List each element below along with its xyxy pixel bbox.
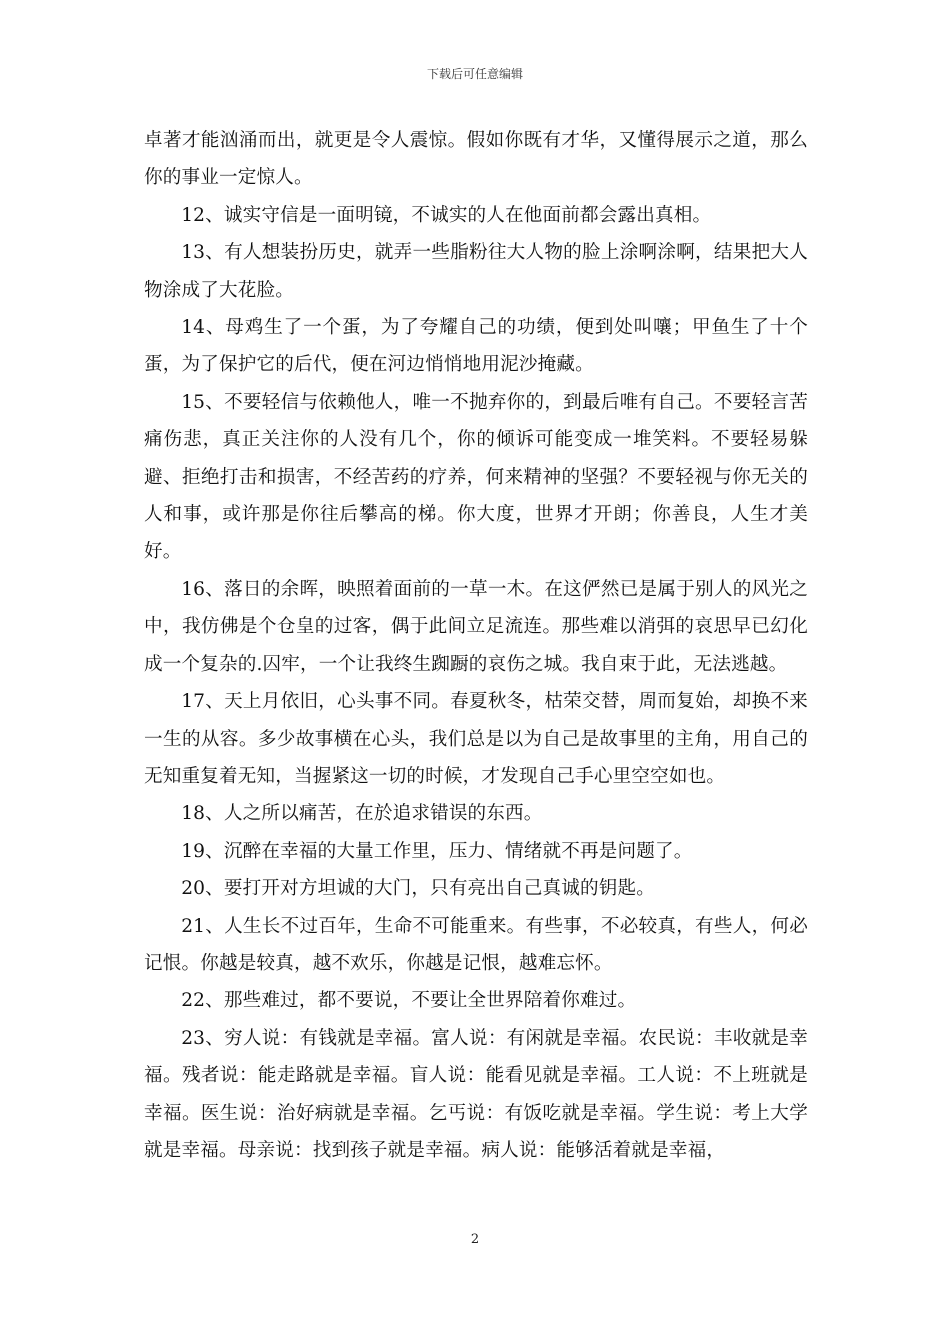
paragraph-item-23: 23、穷人说：有钱就是幸福。富人说：有闲就是幸福。农民说：丰收就是幸福。残者说：能走路就是幸福。盲人说：能看见就是幸福。工人说：不上班就是幸福。医生说：治好病就是幸福。乞丐说：有饭吃就是幸福。学生说：考上大学就是幸福。母亲说：找到孩子就是幸福。病人说：能够活着就是幸福， [144, 1027, 808, 1161]
paragraph-item-12: 12、诚实守信是一面明镜，不诚实的人在他面前都会露出真相。 [181, 204, 712, 226]
paragraph-item-13: 13、有人想装扮历史，就弄一些脂粉往大人物的脸上涂啊涂啊，结果把大人物涂成了大花脸。 [144, 242, 808, 301]
paragraph-item-14: 14、母鸡生了一个蛋，为了夸耀自己的功绩，便到处叫嚷；甲鱼生了十个蛋，为了保护它的后代，便在河边悄悄地用泥沙掩藏。 [144, 317, 808, 376]
paragraph-item-16: 16、落日的余晖，映照着面前的一草一木。在这俨然已是属于别人的风光之中，我仿佛是个仓皇的过客，偶于此间立足流连。那些难以消弭的哀思早已幻化成一个复杂的.囚牢，一个让我终生踟蹰的哀伤之城。我自束于此，无法逃越。 [144, 578, 808, 675]
paragraph-continuation: 卓著才能汹涌而出，就更是令人震惊。假如你既有才华，又懂得展示之道，那么你的事业一定惊人。 [144, 130, 808, 189]
document-body [144, 122, 808, 1169]
paragraph-item-18: 18、人之所以痛苦，在於追求错误的东西。 [181, 803, 543, 825]
paragraph-item-19: 19、沉醉在幸福的大量工作里，压力、情绪就不再是问题了。 [181, 840, 693, 862]
paragraph-item-15: 15、不要轻信与依赖他人，唯一不抛弃你的，到最后唯有自己。不要轻言苦痛伤悲，真正关注你的人没有几个，你的倾诉可能变成一堆笑料。不要轻易躲避、拒绝打击和损害，不经苦药的疗养，何来精神的坚强？不要轻视与你无关的人和事，或许那是你往后攀高的梯。你大度，世界才开朗；你善良，人生才美好。 [144, 391, 808, 563]
paragraph-item-20: 20、要打开对方坦诚的大门，只有亮出自己真诚的钥匙。 [181, 878, 655, 900]
paragraph-item-17: 17、天上月依旧，心头事不同。春夏秋冬，枯荣交替，周而复始，却换不来一生的从容。多少故事横在心头，我们总是以为自己是故事里的主角，用自己的无知重复着无知，当握紧这一切的时候，才发现自己手心里空空如也。 [144, 691, 808, 787]
paragraph-item-21: 21、人生长不过百年，生命不可能重来。有些事，不必较真，有些人，何必记恨。你越是较真，越不欢乐，你越是记恨，越难忘怀。 [144, 915, 808, 974]
page-header: 下载后可任意编辑 [426, 67, 523, 81]
paragraph-item-22: 22、那些难过，都不要说，不要让全世界陪着你难过。 [181, 990, 637, 1012]
page-number: 2 [470, 1232, 480, 1247]
